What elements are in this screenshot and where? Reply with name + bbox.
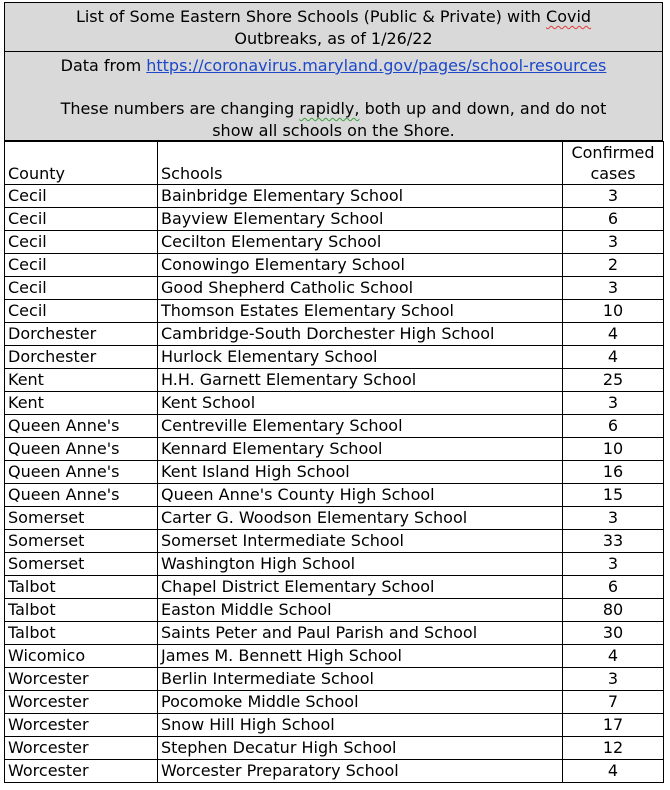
cases-cell[interactable]: 4: [563, 760, 664, 783]
school-cell[interactable]: Pocomoke Middle School: [158, 691, 563, 714]
cases-cell[interactable]: 10: [563, 438, 664, 461]
school-cell[interactable]: Cecilton Elementary School: [158, 231, 563, 254]
school-cell[interactable]: Chapel District Elementary School: [158, 576, 563, 599]
school-cell[interactable]: James M. Bennett High School: [158, 645, 563, 668]
table-row: [5, 415, 664, 438]
table-row: [5, 277, 664, 300]
cases-cell[interactable]: 30: [563, 622, 664, 645]
table-row: [5, 231, 664, 254]
cases-cell[interactable]: 16: [563, 461, 664, 484]
cases-cell[interactable]: 25: [563, 369, 664, 392]
cases-cell[interactable]: 3: [563, 392, 664, 415]
cases-cell[interactable]: 6: [563, 576, 664, 599]
cases-cell[interactable]: 80: [563, 599, 664, 622]
cases-header-line-1: Confirmed: [571, 143, 655, 162]
school-cell[interactable]: Somerset Intermediate School: [158, 530, 563, 553]
title-line-1: [5, 6, 662, 28]
cases-header-line-2: cases: [590, 164, 636, 183]
school-cell[interactable]: Carter G. Woodson Elementary School: [158, 507, 563, 530]
cases-cell[interactable]: 3: [563, 668, 664, 691]
county-cell[interactable]: Queen Anne's: [5, 484, 158, 507]
table-row: [5, 461, 664, 484]
cases-cell[interactable]: 2: [563, 254, 664, 277]
school-cell[interactable]: Conowingo Elementary School: [158, 254, 563, 277]
cases-cell[interactable]: 3: [563, 185, 664, 208]
school-cell[interactable]: Berlin Intermediate School: [158, 668, 563, 691]
county-cell[interactable]: Kent: [5, 369, 158, 392]
title-line-2: Outbreaks, as of 1/26/22: [234, 29, 433, 48]
school-cell[interactable]: Saints Peter and Paul Parish and School: [158, 622, 563, 645]
table-row: [5, 668, 664, 691]
school-cell[interactable]: Queen Anne's County High School: [158, 484, 563, 507]
county-cell[interactable]: Worcester: [5, 714, 158, 737]
cases-cell[interactable]: 15: [563, 484, 664, 507]
cases-cell[interactable]: 3: [563, 507, 664, 530]
school-cell[interactable]: Snow Hill High School: [158, 714, 563, 737]
table-row: [5, 392, 664, 415]
cases-cell[interactable]: 17: [563, 714, 664, 737]
county-cell[interactable]: Dorchester: [5, 346, 158, 369]
table-row: [5, 576, 664, 599]
table-row: [5, 346, 664, 369]
caveat-text: These numbers are changing: [60, 99, 300, 118]
county-cell[interactable]: Queen Anne's: [5, 415, 158, 438]
school-cell[interactable]: Centreville Elementary School: [158, 415, 563, 438]
header-row: [5, 142, 664, 185]
caveat-line-2: show all schools on the Shore.: [212, 121, 455, 140]
cases-cell[interactable]: 4: [563, 645, 664, 668]
table-row: [5, 507, 664, 530]
caveat-text-end: both up and down, and do not: [359, 99, 607, 118]
table-row: [5, 300, 664, 323]
cases-header[interactable]: [563, 142, 664, 185]
table-row: [5, 714, 664, 737]
cases-cell[interactable]: 4: [563, 323, 664, 346]
county-cell[interactable]: Talbot: [5, 576, 158, 599]
county-cell[interactable]: Worcester: [5, 691, 158, 714]
county-cell[interactable]: Talbot: [5, 599, 158, 622]
county-cell[interactable]: Cecil: [5, 300, 158, 323]
county-cell[interactable]: Queen Anne's: [5, 438, 158, 461]
county-cell[interactable]: Somerset: [5, 530, 158, 553]
county-cell[interactable]: Worcester: [5, 737, 158, 760]
school-cell[interactable]: Thomson Estates Elementary School: [158, 300, 563, 323]
county-cell[interactable]: Worcester: [5, 668, 158, 691]
table-row: [5, 438, 664, 461]
county-cell[interactable]: Cecil: [5, 231, 158, 254]
table-row: [5, 760, 664, 783]
county-cell[interactable]: Cecil: [5, 277, 158, 300]
source-link[interactable]: https://coronavirus.maryland.gov/pages/school-resources: [146, 56, 607, 75]
county-cell[interactable]: Somerset: [5, 507, 158, 530]
spreadsheet: [4, 2, 663, 783]
cases-cell[interactable]: 10: [563, 300, 664, 323]
spellcheck-flagged-word: Covid: [546, 7, 592, 26]
notes-cell[interactable]: [4, 52, 663, 141]
table-row: [5, 369, 664, 392]
school-cell[interactable]: Stephen Decatur High School: [158, 737, 563, 760]
table-row: [5, 208, 664, 231]
cases-cell[interactable]: 3: [563, 231, 664, 254]
table-body: [5, 185, 664, 783]
source-line: [5, 55, 662, 77]
table-row: [5, 622, 664, 645]
title-cell[interactable]: [4, 2, 663, 52]
school-cell[interactable]: Hurlock Elementary School: [158, 346, 563, 369]
table-row: [5, 737, 664, 760]
county-cell[interactable]: Kent: [5, 392, 158, 415]
school-cell[interactable]: Kent School: [158, 392, 563, 415]
table-row: [5, 553, 664, 576]
county-cell[interactable]: Cecil: [5, 185, 158, 208]
table-row: [5, 254, 664, 277]
school-cell[interactable]: H.H. Garnett Elementary School: [158, 369, 563, 392]
grammar-flagged-word: rapidly,: [299, 99, 360, 118]
cases-cell[interactable]: 3: [563, 553, 664, 576]
county-cell[interactable]: Cecil: [5, 208, 158, 231]
county-cell[interactable]: Dorchester: [5, 323, 158, 346]
caveat-line-1: [5, 98, 662, 120]
table-row: [5, 185, 664, 208]
cases-cell[interactable]: 33: [563, 530, 664, 553]
county-cell[interactable]: Worcester: [5, 760, 158, 783]
county-cell[interactable]: Wicomico: [5, 645, 158, 668]
cases-cell[interactable]: 12: [563, 737, 664, 760]
school-cell[interactable]: Cambridge-South Dorchester High School: [158, 323, 563, 346]
school-cell[interactable]: Kent Island High School: [158, 461, 563, 484]
schools-header[interactable]: Schools: [158, 142, 563, 185]
table-row: [5, 599, 664, 622]
cases-cell[interactable]: 6: [563, 208, 664, 231]
blank-line: [5, 77, 662, 98]
school-cell[interactable]: Good Shepherd Catholic School: [158, 277, 563, 300]
table-row: [5, 645, 664, 668]
table-row: [5, 323, 664, 346]
cases-cell[interactable]: 6: [563, 415, 664, 438]
school-cell[interactable]: Washington High School: [158, 553, 563, 576]
cases-cell[interactable]: 7: [563, 691, 664, 714]
school-cell[interactable]: Easton Middle School: [158, 599, 563, 622]
cases-cell[interactable]: 4: [563, 346, 664, 369]
table-row: [5, 691, 664, 714]
school-cell[interactable]: Bainbridge Elementary School: [158, 185, 563, 208]
school-cell[interactable]: Worcester Preparatory School: [158, 760, 563, 783]
source-prefix: Data from: [60, 56, 147, 75]
county-cell[interactable]: Somerset: [5, 553, 158, 576]
schools-table: [4, 141, 664, 783]
table-row: [5, 484, 664, 507]
school-cell[interactable]: Bayview Elementary School: [158, 208, 563, 231]
county-cell[interactable]: Queen Anne's: [5, 461, 158, 484]
county-header[interactable]: County: [5, 142, 158, 185]
title-text: List of Some Eastern Shore Schools (Public & Private) with: [75, 7, 541, 26]
cases-cell[interactable]: 3: [563, 277, 664, 300]
school-cell[interactable]: Kennard Elementary School: [158, 438, 563, 461]
table-row: [5, 530, 664, 553]
county-cell[interactable]: Cecil: [5, 254, 158, 277]
county-cell[interactable]: Talbot: [5, 622, 158, 645]
